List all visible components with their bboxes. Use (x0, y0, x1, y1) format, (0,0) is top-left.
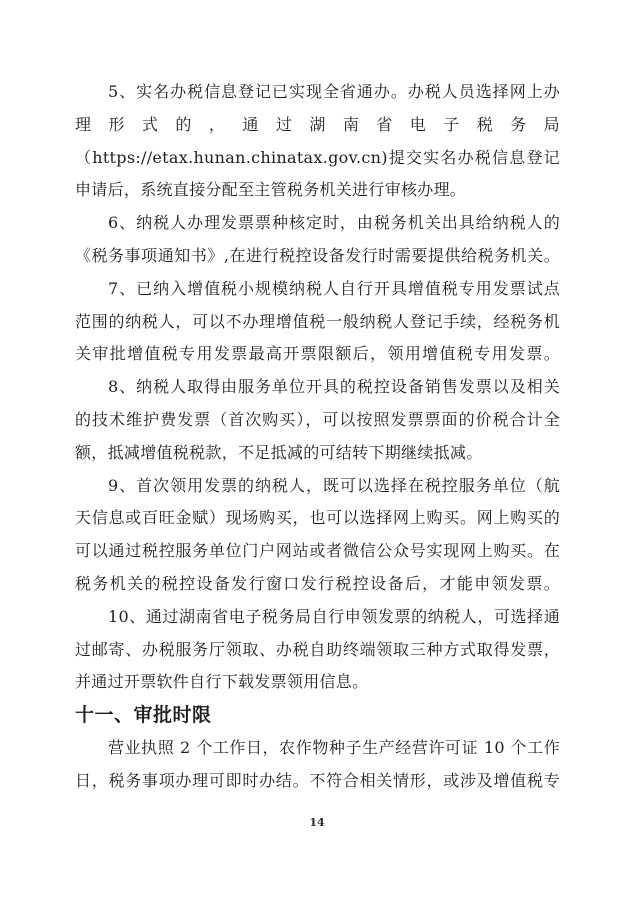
text-line: 7、已纳入增值税小规模纳税人自行开具增值税专用发票试点 (108, 278, 560, 298)
text-line: 《税务事项通知书》,在进行税控设备发行时需要提供给税务机关。 (75, 245, 560, 265)
text-line: 税务机关的税控设备发行窗口发行税控设备后，才能申领发票。 (75, 573, 560, 593)
text-line: （https://etax.hunan.chinatax.gov.cn)提交实名办税信息登记 (75, 147, 560, 167)
page-number: 14 (309, 816, 325, 829)
text-line: 5、实名办税信息登记已实现全省通办。办税人员选择网上办 (108, 82, 560, 101)
text-line: 6、纳税人办理发票票种核定时，由税务机关出具给纳税人的 (108, 213, 560, 233)
text-line: 可以通过税控服务单位门户网站或者微信公众号实现网上购买。在 (75, 541, 560, 561)
text-line: 10、通过湖南省电子税务局自行申领发票的纳税人，可选择通 (108, 606, 560, 626)
text-line: 的技术维护费发票（首次购买），可以按照发票票面的价税合计全 (75, 409, 560, 429)
text-line: 理形式的，通过湖南省电子税务局 (75, 114, 560, 134)
text-line: 日，税务事项办理可即时办结。不符合相关情形，或涉及增值税专 (75, 770, 560, 790)
section-heading: 十一、审批时限 (75, 704, 212, 727)
text-line: 范围的纳税人，可以不办理增值税一般纳税人登记手续，经税务机 (75, 311, 560, 331)
text-line: 9、首次领用发票的纳税人，既可以选择在税控服务单位（航 (108, 475, 560, 495)
text-line: 并通过开票软件自行下载发票领用信息。 (75, 672, 369, 692)
document-body (75, 76, 560, 798)
text-line: 天信息或百旺金赋）现场购买，也可以选择网上购买。网上购买的 (75, 508, 560, 528)
text-line: 关审批增值税专用发票最高开票限额后，领用增值税专用发票。 (75, 344, 560, 364)
text-line: 申请后，系统直接分配至主管税务机关进行审核办理。 (75, 180, 467, 200)
text-line: 额，抵减增值税税款，不足抵减的可结转下期继续抵减。 (75, 442, 483, 462)
text-line: 过邮寄、办税服务厅领取、办税自助终端领取三种方式取得发票， (75, 639, 560, 659)
text-line: 营业执照 2 个工作日，农作物种子生产经营许可证 10 个工作 (108, 737, 560, 757)
text-line: 8、纳税人取得由服务单位开具的税控设备销售发票以及相关 (108, 377, 560, 397)
